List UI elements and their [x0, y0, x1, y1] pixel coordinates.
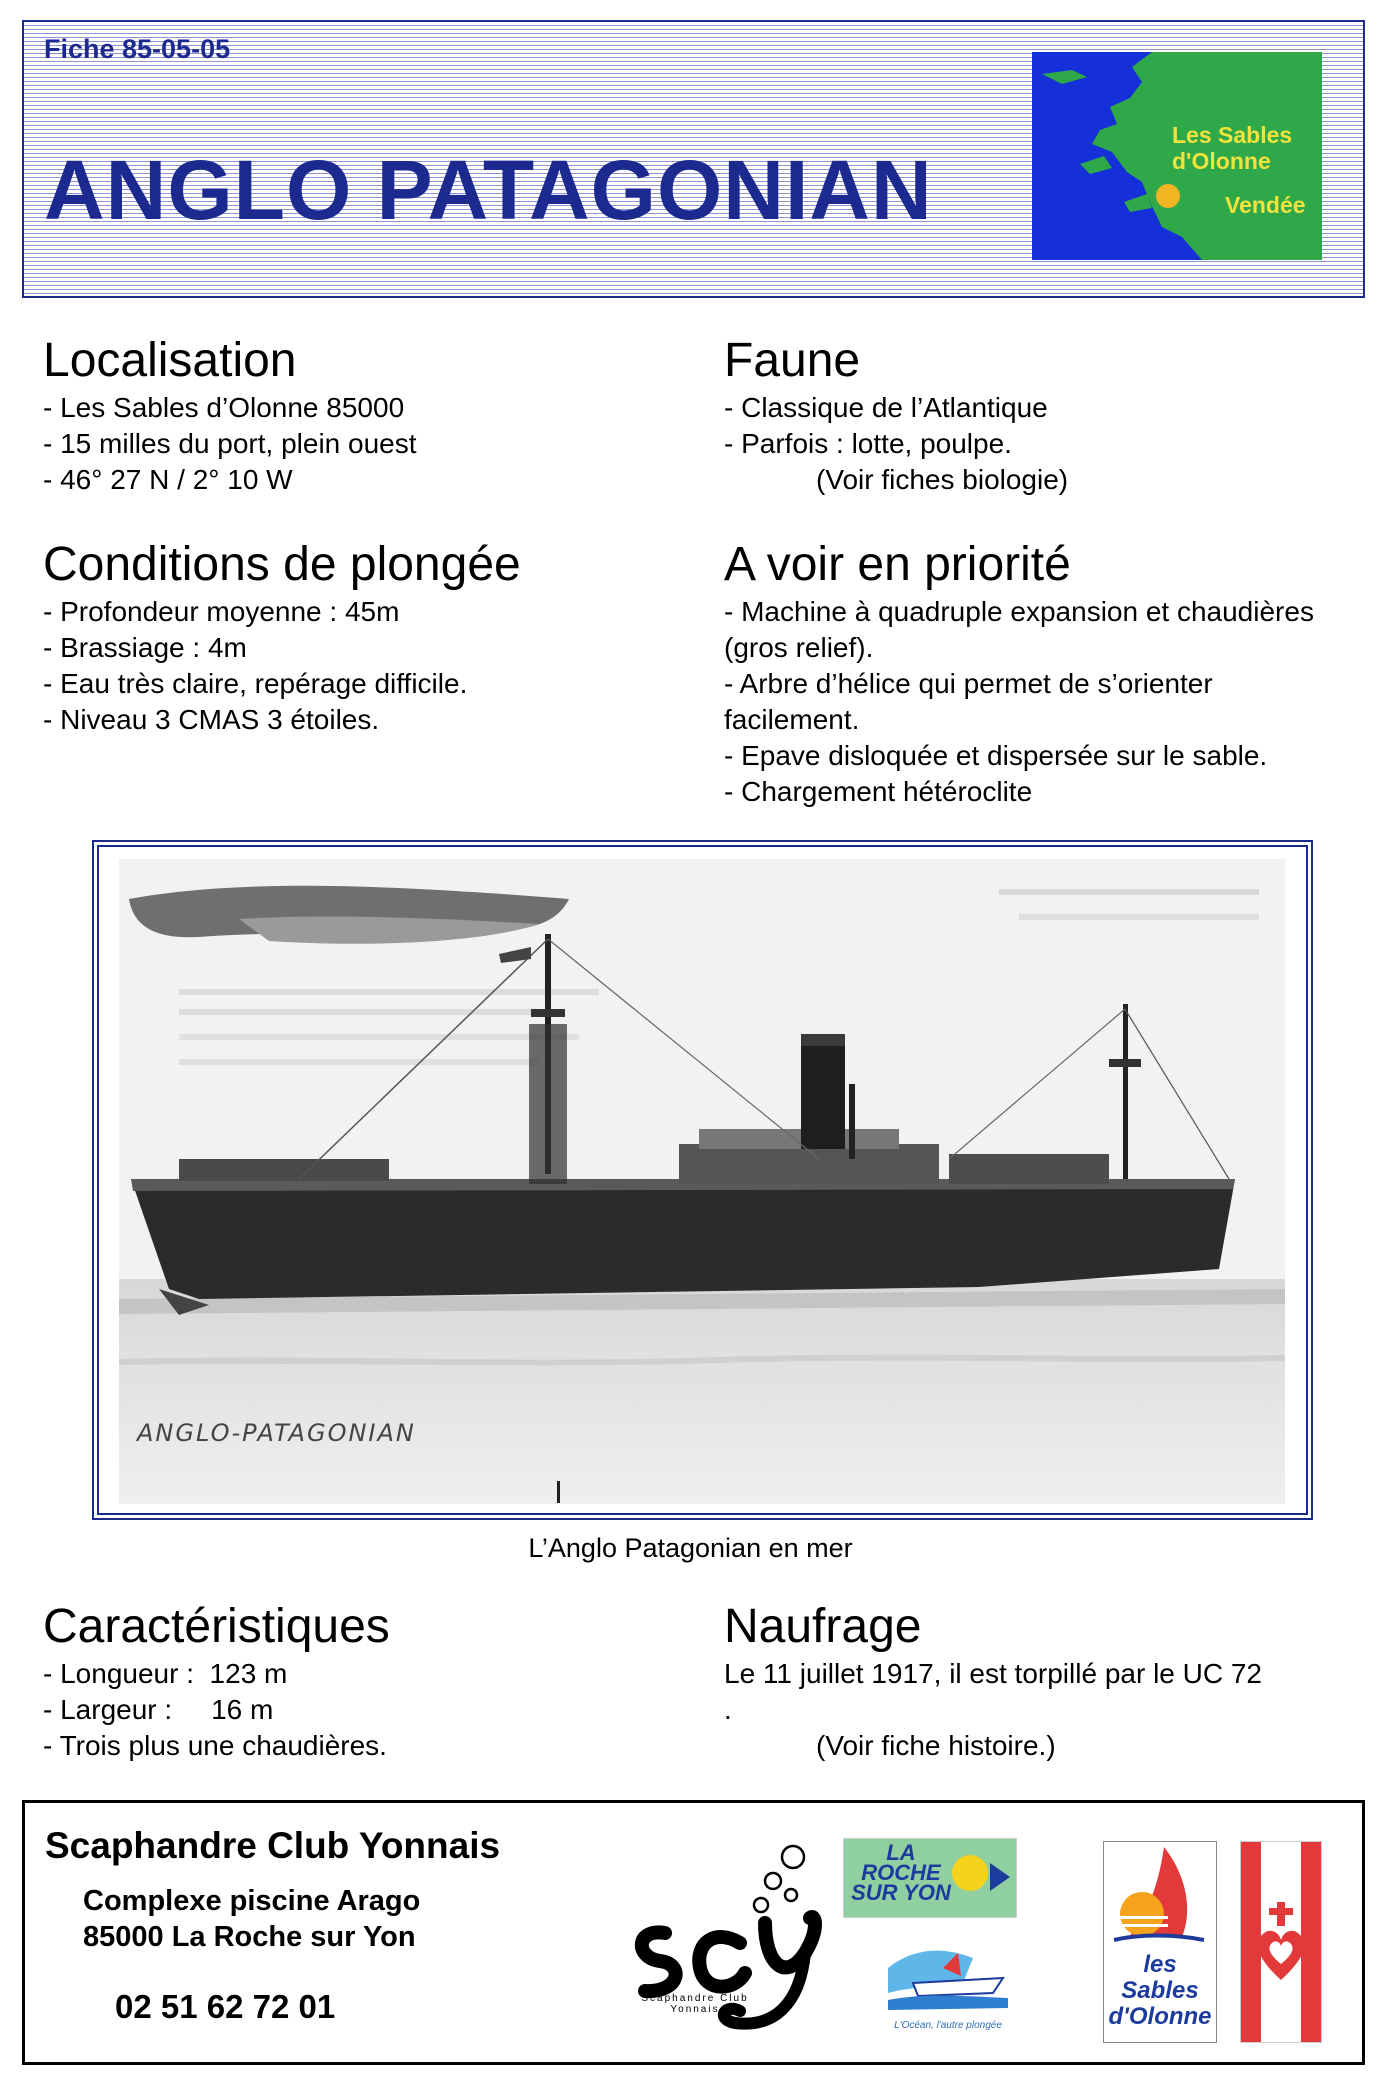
conditions-line: - Profondeur moyenne : 45m [43, 596, 400, 627]
a-voir-line: - Arbre d’hélice qui permet de s’orienter [724, 668, 1213, 699]
heading-conditions: Conditions de plongée [43, 538, 521, 591]
faune-note: (Voir fiches biologie) [816, 464, 1069, 495]
sun-icon [952, 1855, 988, 1891]
naufrage-note: (Voir fiche histoire.) [816, 1730, 1056, 1761]
map-label-sables: Les Sables d'Olonne [1172, 122, 1293, 174]
ocean-wave-icon [883, 1938, 1013, 2018]
header-banner [22, 20, 1365, 298]
caracteristiques-line: - Longueur : 123 m [43, 1658, 288, 1689]
naufrage-line: . [724, 1694, 732, 1725]
localisation-line: - 46° 27 N / 2° 10 W [43, 464, 293, 495]
a-voir-line: - Machine à quadruple expansion et chaudières [724, 596, 1314, 627]
a-voir-line: - Chargement hétéroclite [724, 776, 1033, 807]
localisation-line: - Les Sables d’Olonne 85000 [43, 392, 405, 423]
ocean-slogan: L'Océan, l'autre plongée [894, 2020, 1002, 2031]
heading-faune: Faune [724, 334, 861, 387]
photo-mark [557, 1481, 560, 1503]
ocean-logo [883, 1938, 1013, 2048]
ship-photo-frame [92, 840, 1313, 1520]
heading-localisation: Localisation [43, 334, 297, 387]
club-address-line: 85000 La Roche sur Yon [83, 1921, 416, 1953]
conditions-line: - Brassiage : 4m [43, 632, 247, 663]
faune-line: - Classique de l’Atlantique [724, 392, 1048, 423]
vendee-hearts-icon [1253, 1902, 1309, 1982]
la-roche-sur-yon-logo: LA ROCHE SUR YON [843, 1838, 1017, 1918]
fiche-number: Fiche 85-05-05 [44, 34, 231, 64]
heading-naufrage: Naufrage [724, 1600, 922, 1653]
ship-name-label: ANGLO-PATAGONIAN [137, 1419, 416, 1447]
les-sables-logo: les Sables d'Olonne [1103, 1841, 1217, 2043]
section-naufrage [724, 1598, 1262, 1764]
ship-illustration [119, 859, 1285, 1504]
a-voir-line: - Epave disloquée et dispersée sur le sable. [724, 740, 1268, 771]
faune-line: - Parfois : lotte, poulpe. [724, 428, 1012, 459]
photo-caption: L’Anglo Patagonian en mer [528, 1533, 853, 1563]
club-name: Scaphandre Club Yonnais [45, 1825, 501, 1866]
map-label-vendee: Vendée [1225, 192, 1306, 218]
a-voir-line: facilement. [724, 704, 860, 735]
section-a-voir [724, 536, 1314, 810]
caracteristiques-line: - Trois plus une chaudières. [43, 1730, 387, 1761]
location-map [1032, 52, 1322, 260]
location-dot-icon [1156, 184, 1180, 208]
scy-logo-subtext: Scaphandre Club Yonnais [641, 1993, 749, 2015]
localisation-line: - 15 milles du port, plein ouest [43, 428, 417, 459]
caracteristiques-line: - Largeur : 16 m [43, 1694, 274, 1725]
conditions-line: - Eau très claire, repérage difficile. [43, 668, 468, 699]
heading-caracteristiques: Caractéristiques [43, 1600, 390, 1653]
vendee-logo [1240, 1841, 1322, 2043]
naufrage-line: Le 11 juillet 1917, il est torpillé par le UC 72 [724, 1658, 1263, 1689]
page-title: ANGLO PATAGONIAN [44, 143, 933, 237]
sail-sun-icon [1104, 1842, 1216, 1952]
club-phone: 02 51 62 72 01 [115, 1988, 336, 2025]
heading-a-voir: A voir en priorité [724, 538, 1071, 591]
conditions-line: - Niveau 3 CMAS 3 étoiles. [43, 704, 380, 735]
club-address-line: Complexe piscine Arago [83, 1885, 421, 1917]
scy-logo [615, 1843, 855, 2043]
a-voir-line: (gros relief). [724, 632, 874, 663]
section-caracteristiques [43, 1598, 390, 1764]
section-faune [724, 332, 1068, 498]
section-conditions [43, 536, 521, 738]
ship-photo [119, 859, 1285, 1504]
arrow-right-icon [990, 1863, 1010, 1891]
footer-club-box [22, 1800, 1365, 2065]
section-localisation [43, 332, 417, 498]
